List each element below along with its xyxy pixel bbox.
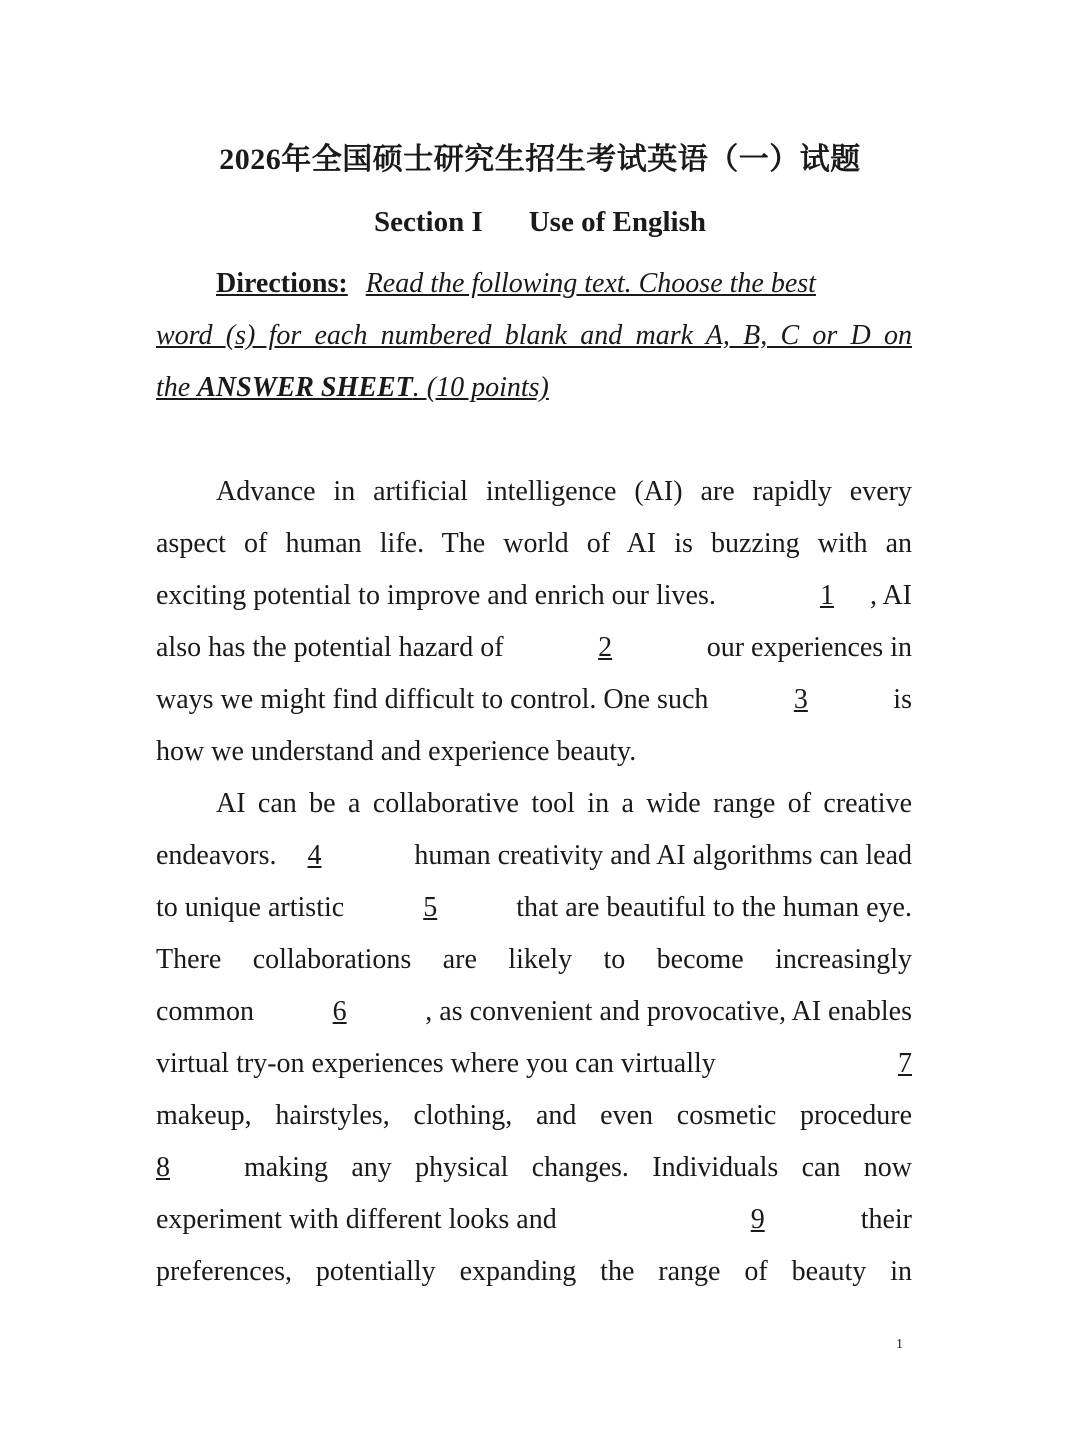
passage-line — [156, 1194, 912, 1246]
directions-text-2: word (s) for each numbered blank and mark A, B, C or D on — [156, 320, 912, 351]
passage-text: is — [893, 684, 912, 715]
blank-1: 1 — [820, 580, 834, 611]
section-name: Use of English — [528, 206, 706, 238]
passage-text: their — [860, 1204, 912, 1235]
passage-text: human creativity and AI algorithms can lead — [414, 840, 912, 871]
directions-text-3a: the — [156, 372, 198, 403]
passage-line — [156, 1090, 912, 1142]
blank-3: 3 — [793, 684, 808, 715]
blank-5: 5 — [423, 892, 438, 923]
passage-text: exciting potential to improve and enrich our lives. — [156, 580, 716, 611]
passage-line — [156, 882, 912, 934]
passage-line — [156, 570, 912, 622]
passage-text: also has the potential hazard of — [156, 632, 504, 663]
directions-line-3 — [156, 362, 912, 414]
passage-line — [156, 518, 912, 570]
blank-8: 8 — [156, 1152, 170, 1183]
directions-line-1 — [156, 258, 912, 310]
passage-text: how we understand and experience beauty. — [156, 736, 637, 767]
passage-text: makeup, hairstyles, clothing, and even cosmetic procedure — [156, 1100, 912, 1131]
passage-line — [156, 1246, 912, 1298]
directions-label: Directions: — [216, 268, 348, 299]
blank-2: 2 — [598, 632, 613, 663]
directions-text-3b: . (10 points) — [412, 372, 549, 403]
passage-text: common — [156, 996, 254, 1027]
blank-6: 6 — [332, 996, 347, 1027]
passage-text: that are beautiful to the human eye. — [516, 892, 912, 923]
page-number: 1 — [896, 1337, 903, 1352]
passage-line — [156, 726, 912, 778]
passage-text: to unique artistic — [156, 892, 345, 923]
section-heading — [0, 202, 1080, 242]
passage-line — [156, 830, 912, 882]
exam-title: 2026年全国硕士研究生招生考试英语（一）试题 — [219, 143, 861, 176]
passage-line — [156, 778, 912, 830]
blank-4: 4 — [307, 840, 322, 871]
passage-line — [156, 934, 912, 986]
passage-line — [156, 466, 912, 518]
passage-text: , as convenient and provocative, AI enables — [425, 996, 912, 1027]
passage-text: endeavors. — [156, 840, 277, 871]
passage-text: making any physical changes. Individuals can now — [244, 1152, 912, 1183]
passage-text: , AI — [870, 580, 912, 611]
passage-paragraph-2 — [156, 778, 912, 1298]
passage-line — [156, 1038, 912, 1090]
passage-text: Advance in artificial intelligence (AI) are rapidly every — [216, 476, 912, 507]
section-label: Section I — [373, 206, 483, 238]
directions-line-2 — [156, 310, 912, 362]
answer-sheet-label: ANSWER SHEET — [197, 372, 413, 403]
passage-text: aspect of human life. The world of AI is buzzing with an — [156, 528, 912, 559]
directions — [156, 258, 912, 414]
passage-text: ways we might find difficult to control. One such — [156, 684, 709, 715]
passage-text: virtual try-on experiences where you can virtually — [156, 1048, 716, 1079]
passage-text: experiment with different looks and — [156, 1204, 557, 1235]
passage-line — [156, 1142, 912, 1194]
passage-line — [156, 622, 912, 674]
passage-text: There collaborations are likely to become increasingly — [156, 944, 912, 975]
passage-text: our experiences in — [706, 632, 912, 663]
passage-line — [156, 986, 912, 1038]
passage-line — [156, 674, 912, 726]
passage-text: preferences, potentially expanding the range of beauty in — [156, 1256, 912, 1287]
passage-paragraph-1 — [156, 466, 912, 778]
passage-text: AI can be a collaborative tool in a wide range of creative — [216, 788, 912, 819]
directions-text-1: Read the following text. Choose the best — [365, 268, 816, 299]
blank-7: 7 — [898, 1048, 912, 1079]
blank-9: 9 — [750, 1204, 765, 1235]
